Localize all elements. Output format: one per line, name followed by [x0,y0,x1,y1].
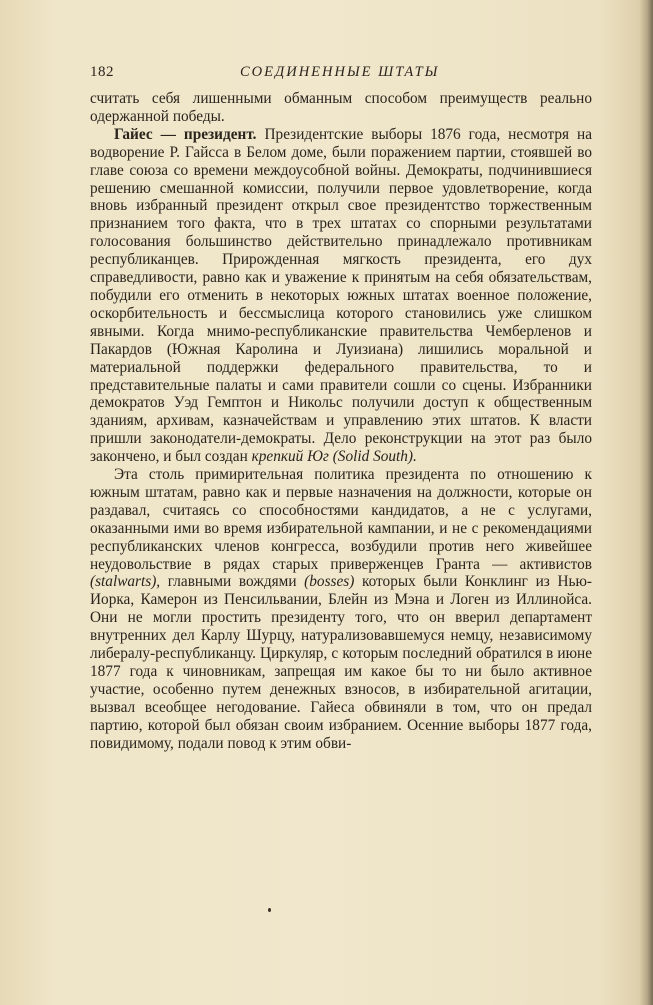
section-heading: Гайес — президент. [114,125,257,143]
italic-term-bosses: (bosses) [304,573,355,591]
body-text [90,90,592,753]
running-head [90,64,592,84]
paragraph-text: главными вождями [160,573,305,591]
page-edge-shadow [639,0,653,1005]
paragraph-conciliatory-policy [90,466,592,753]
paragraph-continuation: считать себя лишенными обманным способом преимуществ реально одержанной победы. [90,90,592,125]
paragraph-text: которых были Конклинг из Нью-Иорка, Камерон из Пенсильвании, Блейн из Мэна и Логен из Иллинойса. Они не могли простить президенту того, что он вверил департамент внутренних дел Карлу Шурцу, натурализовавшемуся немцу, независимому либералу-республиканцу. Циркуляр, с которым последний обратился в июне 1877 года к чиновникам, запрещая им какое бы то ни было активное участие, особенно путем денежных взносов, в избирательной агитации, вызвал всеобщее негодование. Гайеса обвиняли в том, что он предал партию, которой был обязан своим избранием. Осенние выборы 1877 года, повидимому, подали повод к этим обви- [90,573,592,752]
running-title: СОЕДИНЕННЫЕ ШТАТЫ [240,64,440,80]
paragraph-text: Президентские выборы 1876 года, несмотря на водворение Р. Гайсса в Белом доме, были поражением партии, стоявшей во главе союза со времени междоусобной войны. Демократы, подчинившиеся решению смешанной комиссии, получили первое удовлетворение, когда вновь избранный президент открыл свое президентство торжественным признанием того факта, что в трех штатах со спорными результатами голосования большинство действительно принадлежало противникам республиканцев. Прирожденная мягкость президента, его дух справедливости, равно как и уважение к принятым на себя обязательствам, побудили его отменить в некоторых южных штатах военное положение, оскорбительность и бессмыслица которого становились уже слишком явными. Когда мнимо-республиканские правительства Чемберленов и Пакардов (Южная Каролина и Луизиана) лишились моральной и материальной поддержки федерального правительства, то и представительные палаты и сами правители сошли со сцены. Избранники демократов Уэд Гемптон и Никольс получили доступ к общественным зданиям, архивам, казначействам и управлению этих штатов. К власти пришли законодатели-демократы. Дело реконструкции на этот раз было закончено, и был создан [90,125,592,466]
page-number: 182 [90,64,114,80]
paragraph-text: Эта столь примирительная политика президента по отношению к южным штатам, равно как и первые назначения на должности, которые он раздавал, считаясь со способностями кандидатов, а не с услугами, оказанными ими во время избирательной кампании, и не с рекомендациями республиканских членов конгресса, возбудили против него живейшее неудовольствие в рядах старых приверженцев Гранта — активистов [90,466,592,573]
paragraph-hayes-president [90,126,592,466]
italic-term-solid-south: крепкий Юг (Solid South). [251,448,417,466]
print-speck [268,908,271,912]
italic-term-stalwarts: (stalwarts), [90,573,161,591]
